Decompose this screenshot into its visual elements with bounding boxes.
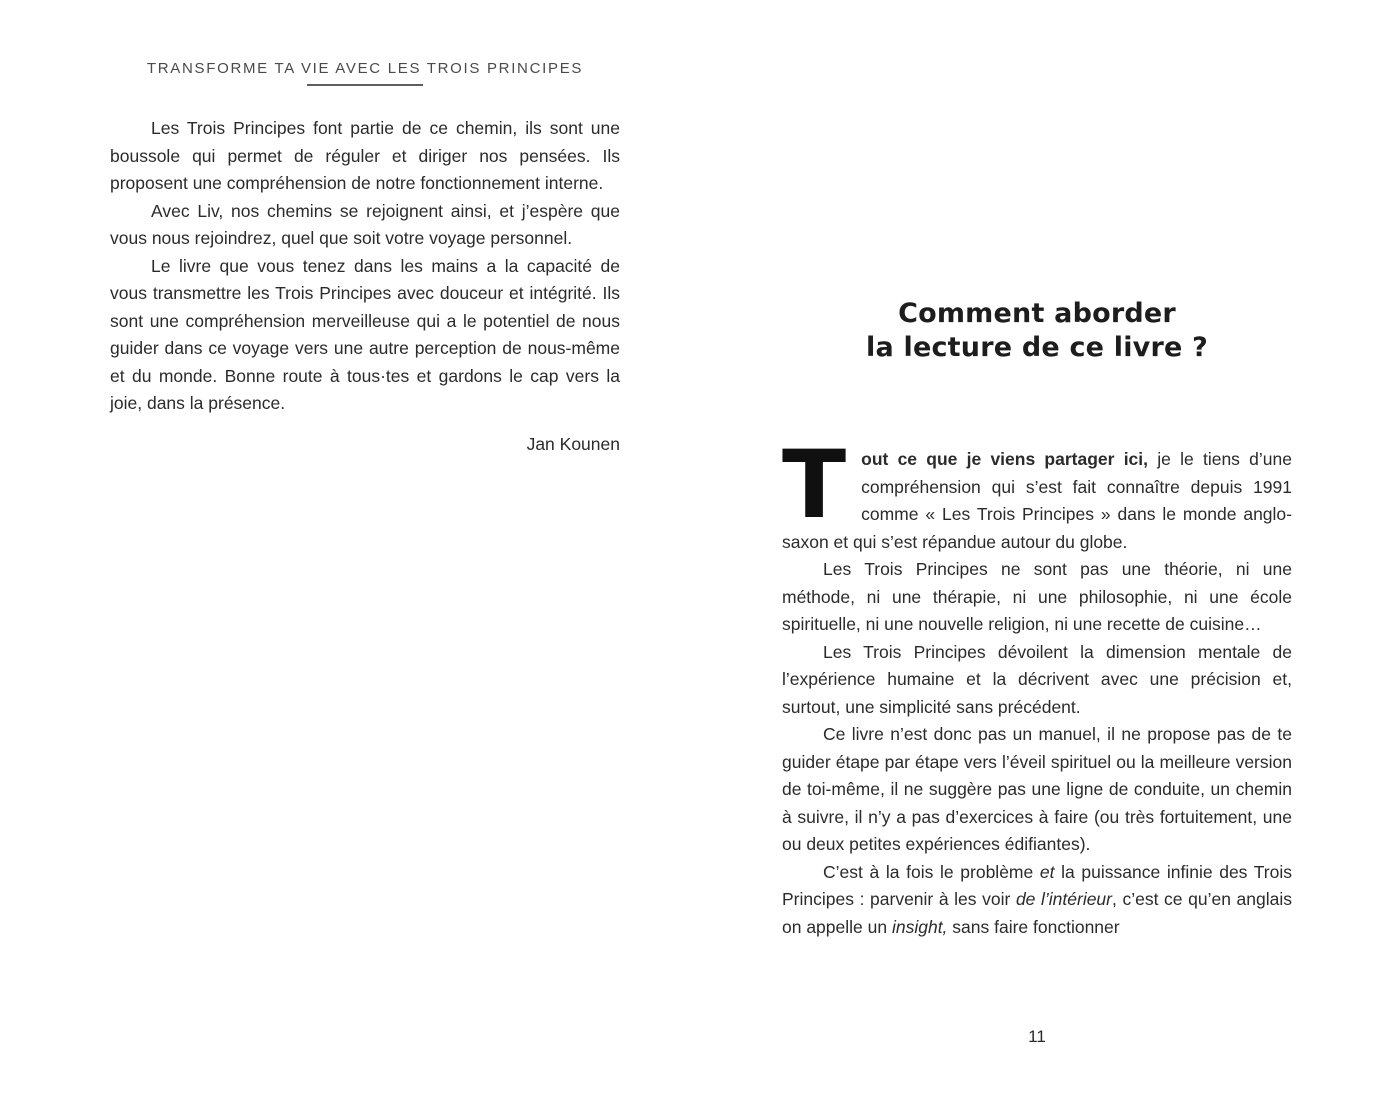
right-body-text	[782, 431, 1292, 941]
paragraph	[782, 721, 1292, 859]
text-segment: Les Trois Principes font partie de ce chemin, ils sont une boussole qui permet de réguler et diriger nos pensées. Ils proposent une compréhension de notre fonctionnement interne.	[110, 118, 620, 193]
author-signature: Jan Kounen	[526, 433, 620, 454]
drop-cap-letter: T	[782, 431, 847, 540]
paragraph	[110, 253, 620, 418]
text-segment: Ce livre n’est donc pas un manuel, il ne propose pas de te guider étape par étape vers l’éveil spirituel ou la meilleure version de toi-même, il ne suggère pas une ligne de conduite, un chemin à suivre, il n’y a pas d’exercices à faire (ou très fortuitement, une ou deux petites expériences édifiantes).	[782, 724, 1292, 854]
paragraph	[110, 198, 620, 253]
text-segment: C’est à la fois le problème	[823, 861, 1040, 882]
paragraph	[782, 556, 1292, 639]
text-segment: , c’est ce qu’en anglais on appelle un	[782, 889, 1292, 937]
text-segment: je le tiens d’une compréhension qui s’est fait connaître depuis 1991 comme « Les Trois Principes » dans le monde anglo-saxon et qui s’est répandue autour du globe.	[782, 449, 1292, 552]
right-page	[782, 0, 1292, 1115]
text-segment: et	[1039, 861, 1055, 882]
text-segment: sans faire fonctionner	[947, 916, 1120, 937]
paragraph	[782, 859, 1292, 942]
paragraph	[782, 639, 1292, 722]
text-segment: de l’intérieur	[1015, 889, 1112, 909]
chapter-title-line2: la lecture de ce livre ?	[866, 332, 1208, 363]
paragraph	[782, 431, 1292, 556]
running-header: TRANSFORME TA VIE AVEC LES TROIS PRINCIPES	[146, 60, 584, 77]
text-segment: Les Trois Principes ne sont pas une théorie, ni une méthode, ni une thérapie, ni une philosophie, ni une école spirituelle, ni une nouvelle religion, ni une recette de cuisine…	[782, 559, 1292, 634]
text-segment: Les Trois Principes dévoilent la dimension mentale de l’expérience humaine et la décrivent avec une précision et, surtout, une simplicité sans précédent.	[782, 641, 1292, 717]
text-segment: out ce que je viens partager ici,	[861, 449, 1149, 469]
left-body-text	[110, 115, 620, 418]
text-segment: Avec Liv, nos chemins se rejoignent ainsi, et j’espère que vous nous rejoindrez, quel que soit votre voyage personnel.	[110, 200, 620, 248]
text-segment: la puissance infinie des Trois Principes : parvenir à les voir	[782, 861, 1292, 909]
header-rule	[307, 84, 423, 86]
chapter-title-line1: Comment aborder	[898, 298, 1176, 329]
left-page	[110, 60, 620, 458]
chapter-title	[782, 297, 1292, 365]
paragraph	[110, 115, 620, 198]
page-number: 11	[1028, 1027, 1046, 1046]
text-segment: Le livre que vous tenez dans les mains a la capacité de vous transmettre les Trois Principes avec douceur et intégrité. Ils sont une compréhension merveilleuse qui a le potentiel de nous guider dans ce voyage vers une autre perception de nous-même et du monde. Bonne route à tous·tes et gardons le cap vers la joie, dans la présence.	[110, 255, 620, 413]
text-segment: insight,	[891, 916, 948, 937]
